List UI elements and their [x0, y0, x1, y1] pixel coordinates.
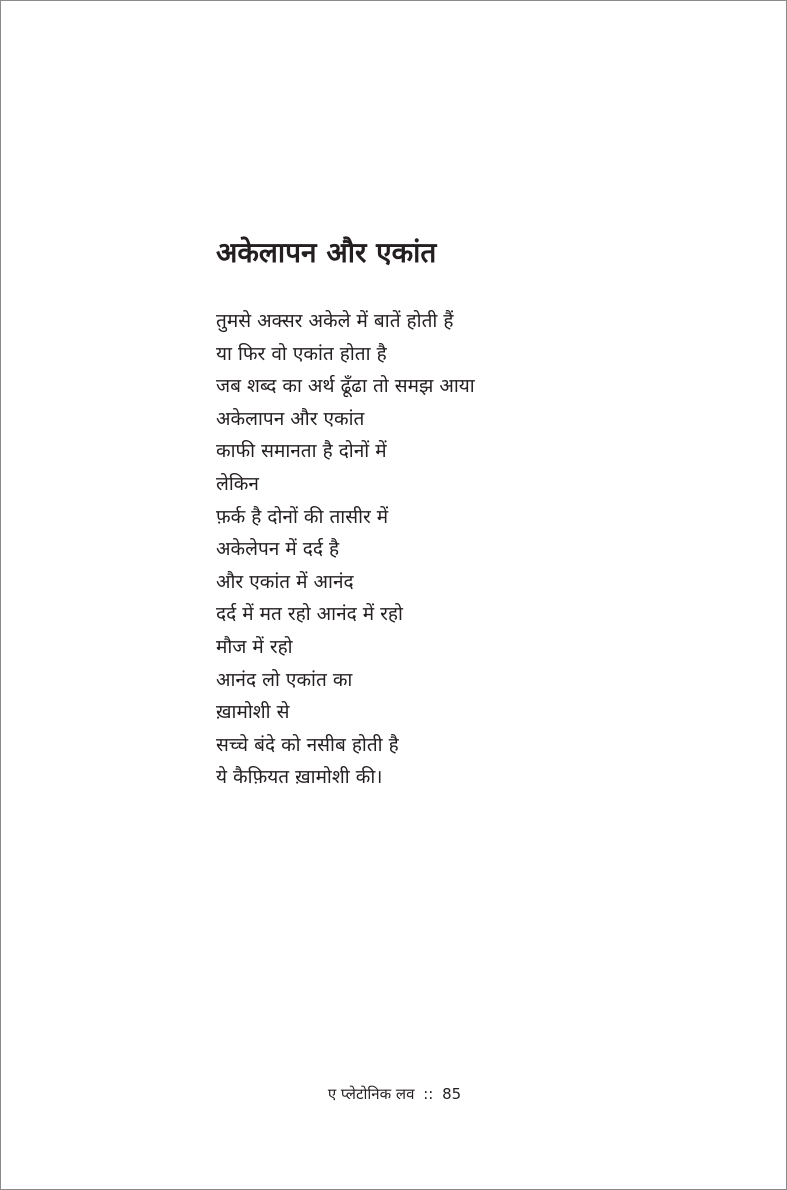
poem-line: फ़र्क है दोनों की तासीर में — [216, 505, 389, 528]
poem-line: जब शब्द का अर्थ ढूँढा तो समझ आया — [216, 375, 475, 398]
poem-title: अकेलापन और एकांत — [216, 236, 437, 269]
poem-line: सच्चे बंदे को नसीब होती है — [216, 733, 399, 756]
poem-line: ये कैफ़ियत ख़ामोशी की। — [216, 766, 383, 789]
poem-line: दर्द में मत रहो आनंद में रहो — [216, 603, 403, 626]
poem-line: और एकांत में आनंद — [216, 570, 354, 593]
poem-line: आनंद लो एकांत का — [216, 668, 353, 691]
running-book-title: ए प्लेटोनिक लव — [327, 1085, 415, 1103]
poem-line: अकेलेपन में दर्द है — [216, 538, 340, 561]
poem-line: मौज में रहो — [216, 635, 293, 658]
poem-line: अकेलापन और एकांत — [216, 407, 365, 430]
poem-line: या फिर वो एकांत होता है — [216, 342, 387, 365]
footer-separator: :: — [423, 1085, 434, 1103]
poem-line: लेकिन — [216, 472, 259, 495]
page-number: 85 — [442, 1085, 462, 1103]
poem-body — [216, 305, 475, 794]
poem-line: तुमसे अक्सर अकेले में बातें होती हैं — [216, 310, 454, 332]
poem-line: काफी समानता है दोनों में — [216, 440, 387, 463]
page-footer — [1, 1082, 787, 1106]
poem-line: ख़ामोशी से — [216, 701, 290, 724]
